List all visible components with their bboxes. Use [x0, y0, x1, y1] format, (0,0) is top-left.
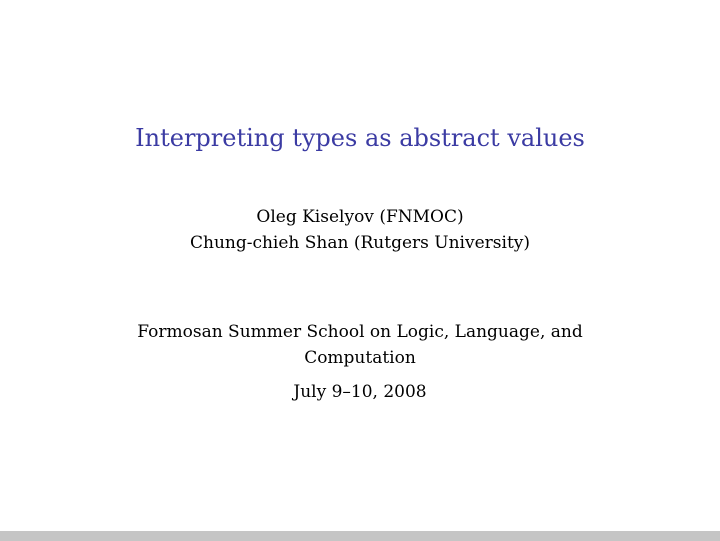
author-1: Oleg Kiselyov (FNMOC): [256, 207, 464, 227]
author-list: [0, 204, 720, 256]
event-date: July 9–10, 2008: [293, 382, 427, 402]
slide-title: Interpreting types as abstract values: [135, 124, 585, 152]
author-2: Chung-chieh Shan (Rutgers University): [189, 233, 531, 253]
footer-bar: [0, 531, 720, 541]
event-name: Formosan Summer School on Logic, Language, and Computation: [137, 322, 583, 368]
